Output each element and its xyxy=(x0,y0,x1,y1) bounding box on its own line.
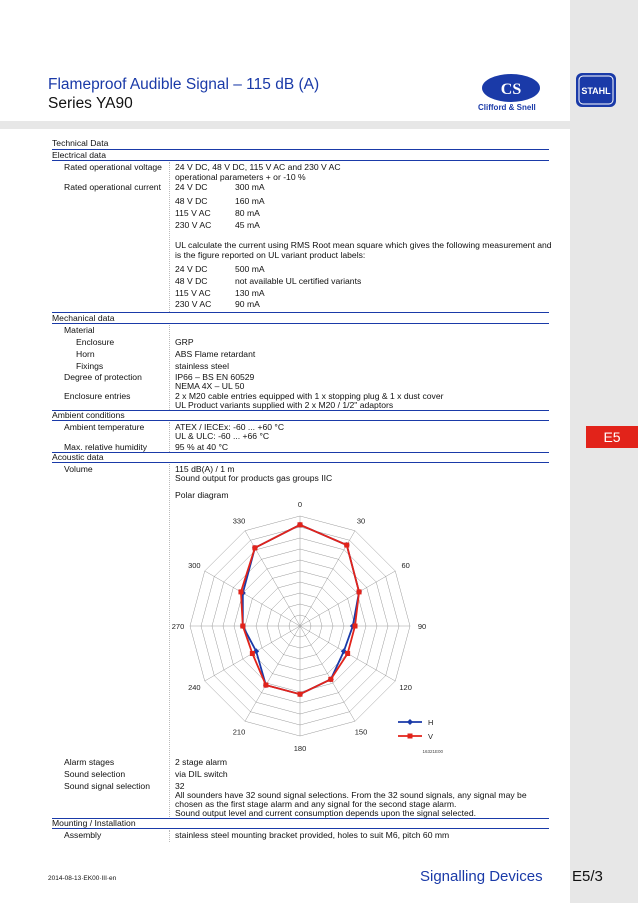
legend-h-marker xyxy=(407,719,413,725)
material-label: Material xyxy=(64,325,95,335)
series-v-point xyxy=(252,545,257,550)
current-v-2: 115 V AC xyxy=(175,208,211,218)
stahl-logo xyxy=(573,70,619,110)
series-v-point xyxy=(298,692,303,697)
ul-current-v-1: 48 V DC xyxy=(175,276,208,286)
footer-date: 2014-08-13·EK00·III·en xyxy=(48,875,117,882)
section-rule xyxy=(52,149,549,150)
temperature-line1: ATEX / IECEx: -60 ... +60 °C xyxy=(175,422,285,432)
section-technical: Technical Data xyxy=(52,138,109,148)
column-divider xyxy=(169,162,170,312)
polar-angle-label: 0 xyxy=(297,500,303,509)
series-v-point xyxy=(353,624,358,629)
polar-angle-label: 30 xyxy=(356,516,366,526)
ul-current-v-2: 115 V AC xyxy=(175,288,211,298)
section-mechanical: Mechanical data xyxy=(52,313,115,323)
polar-title: Polar diagram xyxy=(175,490,229,500)
svg-text:STAHL: STAHL xyxy=(581,86,611,96)
page-subtitle: Series YA90 xyxy=(48,95,133,112)
voltage-line2: operational parameters + or -10 % xyxy=(175,172,306,182)
protection-label: Degree of protection xyxy=(64,372,142,382)
humidity-label: Max. relative humidity xyxy=(64,442,148,452)
voltage-line1: 24 V DC, 48 V DC, 115 V AC and 230 V AC xyxy=(175,162,341,172)
series-v-point xyxy=(250,651,255,656)
selection-value: via DIL switch xyxy=(175,769,228,779)
polar-angle-label: 240 xyxy=(188,683,201,692)
polar-spoke xyxy=(300,571,395,626)
cs-brand-name: Clifford & Snell xyxy=(478,103,536,112)
volume-label: Volume xyxy=(64,464,93,474)
series-v-point xyxy=(238,589,243,594)
ul-note-line1: UL calculate the current using RMS Root mean square which gives the following measurement and xyxy=(175,240,552,250)
horn-value: ABS Flame retardant xyxy=(175,349,256,359)
signal-line4: Sound output level and current consumption depends upon the signal selected. xyxy=(175,808,476,818)
polar-angle-label: 210 xyxy=(232,727,246,737)
polar-angle-label: 90 xyxy=(417,622,427,631)
current-a-3: 45 mA xyxy=(235,220,260,230)
section-rule xyxy=(52,410,549,411)
ul-current-a-0: 500 mA xyxy=(235,264,265,274)
section-rule xyxy=(52,323,549,324)
series-v-point xyxy=(240,624,245,629)
current-v-0: 24 V DC xyxy=(175,182,208,192)
polar-spoke xyxy=(245,626,300,721)
current-a-2: 80 mA xyxy=(235,208,260,218)
signal-label: Sound signal selection xyxy=(64,781,150,791)
protection-line1: IP66 – BS EN 60529 xyxy=(175,372,255,382)
volume-line2: Sound output for products gas groups IIC xyxy=(175,473,333,483)
header-divider xyxy=(0,121,570,129)
legend-v-marker xyxy=(408,734,413,739)
selection-label: Sound selection xyxy=(64,769,126,779)
ul-current-v-0: 24 V DC xyxy=(175,264,208,274)
ul-current-v-3: 230 V AC xyxy=(175,299,212,309)
polar-spoke xyxy=(300,626,355,721)
entries-line1: 2 x M20 cable entries equipped with 1 x stopping plug & 1 x dust cover xyxy=(175,391,444,401)
enclosure-label: Enclosure xyxy=(76,337,115,347)
assembly-label: Assembly xyxy=(64,830,102,840)
legend-v-label: V xyxy=(428,732,434,741)
svg-text:CS: CS xyxy=(500,81,522,98)
polar-angle-label: 180 xyxy=(293,744,307,753)
section-rule xyxy=(52,312,549,313)
right-margin-strip xyxy=(570,0,638,903)
current-label: Rated operational current xyxy=(64,182,161,192)
legend-h-label: H xyxy=(428,718,434,727)
enclosure-value: GRP xyxy=(175,337,194,347)
series-v-point xyxy=(344,543,349,548)
section-acoustic: Acoustic data xyxy=(52,452,104,462)
chapter-tab[interactable]: E5 xyxy=(586,426,638,448)
ul-current-a-2: 130 mA xyxy=(235,288,265,298)
signal-line3: chosen as the first stage alarm and any signal for the second stage alarm. xyxy=(175,799,457,809)
temperature-line2: UL & ULC: -60 ... +66 °C xyxy=(175,431,270,441)
section-rule xyxy=(52,420,549,421)
ul-note-line2: is the figure reported on UL variant product labels: xyxy=(175,250,366,260)
entries-label: Enclosure entries xyxy=(64,391,131,401)
volume-line1: 115 dB(A) / 1 m xyxy=(175,464,235,474)
section-ambient: Ambient conditions xyxy=(52,410,125,420)
polar-angle-label: 120 xyxy=(399,683,412,692)
footer-title: Signalling Devices xyxy=(420,868,543,885)
page-title: Flameproof Audible Signal – 115 dB (A) xyxy=(48,76,320,93)
polar-angle-label: 60 xyxy=(401,561,410,570)
column-divider xyxy=(169,325,170,410)
temperature-label: Ambient temperature xyxy=(64,422,145,432)
horn-label: Horn xyxy=(76,349,95,359)
column-divider xyxy=(169,422,170,452)
section-rule xyxy=(52,462,549,463)
polar-diagram xyxy=(160,495,450,765)
ul-current-a-1: not available UL certified variants xyxy=(235,276,362,286)
assembly-value: stainless steel mounting bracket provided, holes to suit M6, pitch 60 mm xyxy=(175,830,450,840)
polar-angle-label: 300 xyxy=(188,561,201,570)
polar-spoke xyxy=(245,531,300,626)
series-v-point xyxy=(298,522,303,527)
protection-line2: NEMA 4X – UL 50 xyxy=(175,381,245,391)
current-a-0: 300 mA xyxy=(235,182,265,192)
entries-line2: UL Product variants supplied with 2 x M20 / 1/2" adaptors xyxy=(175,400,394,410)
series-v-point xyxy=(357,589,362,594)
polar-angle-label: 150 xyxy=(354,727,368,737)
humidity-value: 95 % at 40 °C xyxy=(175,442,229,452)
voltage-label: Rated operational voltage xyxy=(64,162,162,172)
section-rule xyxy=(52,452,549,453)
current-a-1: 160 mA xyxy=(235,196,265,206)
column-divider xyxy=(169,830,170,842)
section-electrical: Electrical data xyxy=(52,150,106,160)
footer-page-number: E5/3 xyxy=(572,868,603,885)
series-v-point xyxy=(328,677,333,682)
polar-angle-label: 330 xyxy=(232,516,246,526)
section-rule xyxy=(52,160,549,161)
alarm-label: Alarm stages xyxy=(64,757,115,767)
polar-angle-label: 270 xyxy=(171,622,185,631)
current-v-3: 230 V AC xyxy=(175,220,212,230)
ul-current-a-3: 90 mA xyxy=(235,299,260,309)
signal-line2: All sounders have 32 sound signal selections. From the 32 sound signals, any signal may be xyxy=(175,790,527,800)
section-mounting: Mounting / Installation xyxy=(52,818,136,828)
fixings-value: stainless steel xyxy=(175,361,229,371)
alarm-value: 2 stage alarm xyxy=(175,757,228,767)
section-rule xyxy=(52,828,549,829)
current-v-1: 48 V DC xyxy=(175,196,208,206)
series-v-point xyxy=(345,651,350,656)
signal-line1: 32 xyxy=(175,781,185,791)
polar-spoke xyxy=(205,571,300,626)
fixings-label: Fixings xyxy=(76,361,104,371)
figure-code: 16321E00 xyxy=(422,749,443,754)
series-v-point xyxy=(263,683,268,688)
